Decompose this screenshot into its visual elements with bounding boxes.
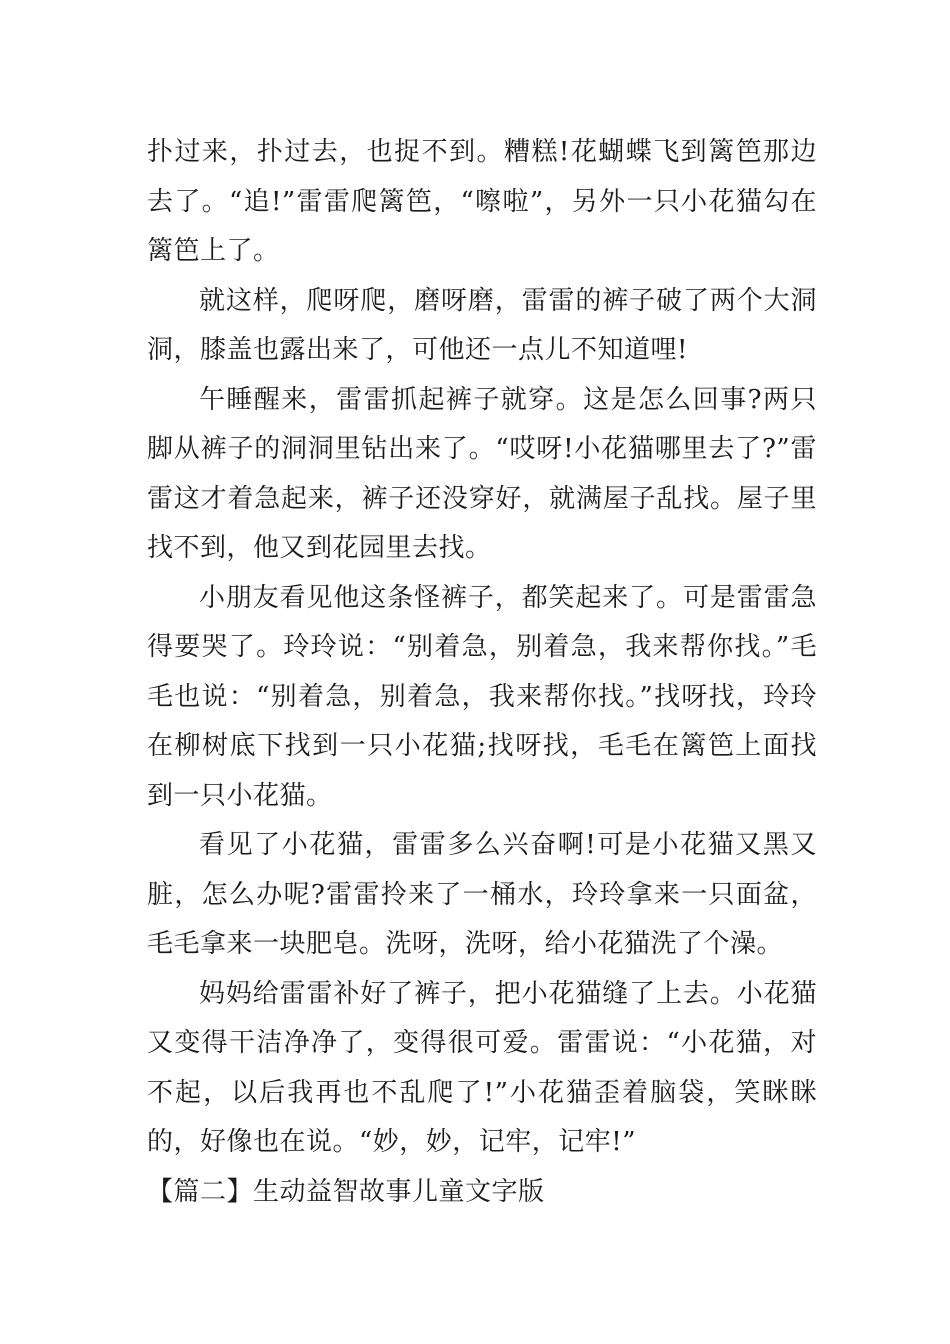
section-heading: 【篇二】生动益智故事儿童文字版 [147, 1176, 545, 1207]
paragraph: 看见了小花猫，雷雷多么兴奋啊!可是小花猫又黑又脏，怎么办呢?雷雷拎来了一桶水，玲玲拿来一只面盆，毛毛拿来一块肥皂。洗呀，洗呀，给小花猫洗了个澡。 [147, 830, 817, 959]
paragraph: 午睡醒来，雷雷抓起裤子就穿。这是怎么回事?两只脚从裤子的洞洞里钻出来了。“哎呀!小花猫哪里去了?”雷雷这才着急起来，裤子还没穿好，就满屋子乱找。屋子里找不到，他又到花园里去找。 [147, 384, 817, 563]
paragraph-continuation: 扑过来，扑过去，也捉不到。糟糕!花蝴蝶飞到篱笆那边去了。“追!”雷雷爬篱笆，“嚓啦”，另外一只小花猫勾在篱笆上了。 [147, 137, 817, 266]
document-body [147, 128, 817, 1217]
paragraph: 小朋友看见他这条怪裤子，都笑起来了。可是雷雷急得要哭了。玲玲说：“别着急，别着急，我来帮你找。”毛毛也说：“别着急，别着急，我来帮你找。”找呀找，玲玲在柳树底下找到一只小花猫;找呀找，毛毛在篱笆上面找到一只小花猫。 [147, 582, 817, 811]
paragraph: 妈妈给雷雷补好了裤子，把小花猫缝了上去。小花猫又变得干洁净净了，变得很可爱。雷雷说：“小花猫，对不起，以后我再也不乱爬了!”小花猫歪着脑袋，笑眯眯的，好像也在说。“妙，妙，记牢，记牢!” [147, 978, 817, 1157]
paragraph: 就这样，爬呀爬，磨呀磨，雷雷的裤子破了两个大洞洞，膝盖也露出来了，可他还一点儿不知道哩! [147, 285, 817, 365]
